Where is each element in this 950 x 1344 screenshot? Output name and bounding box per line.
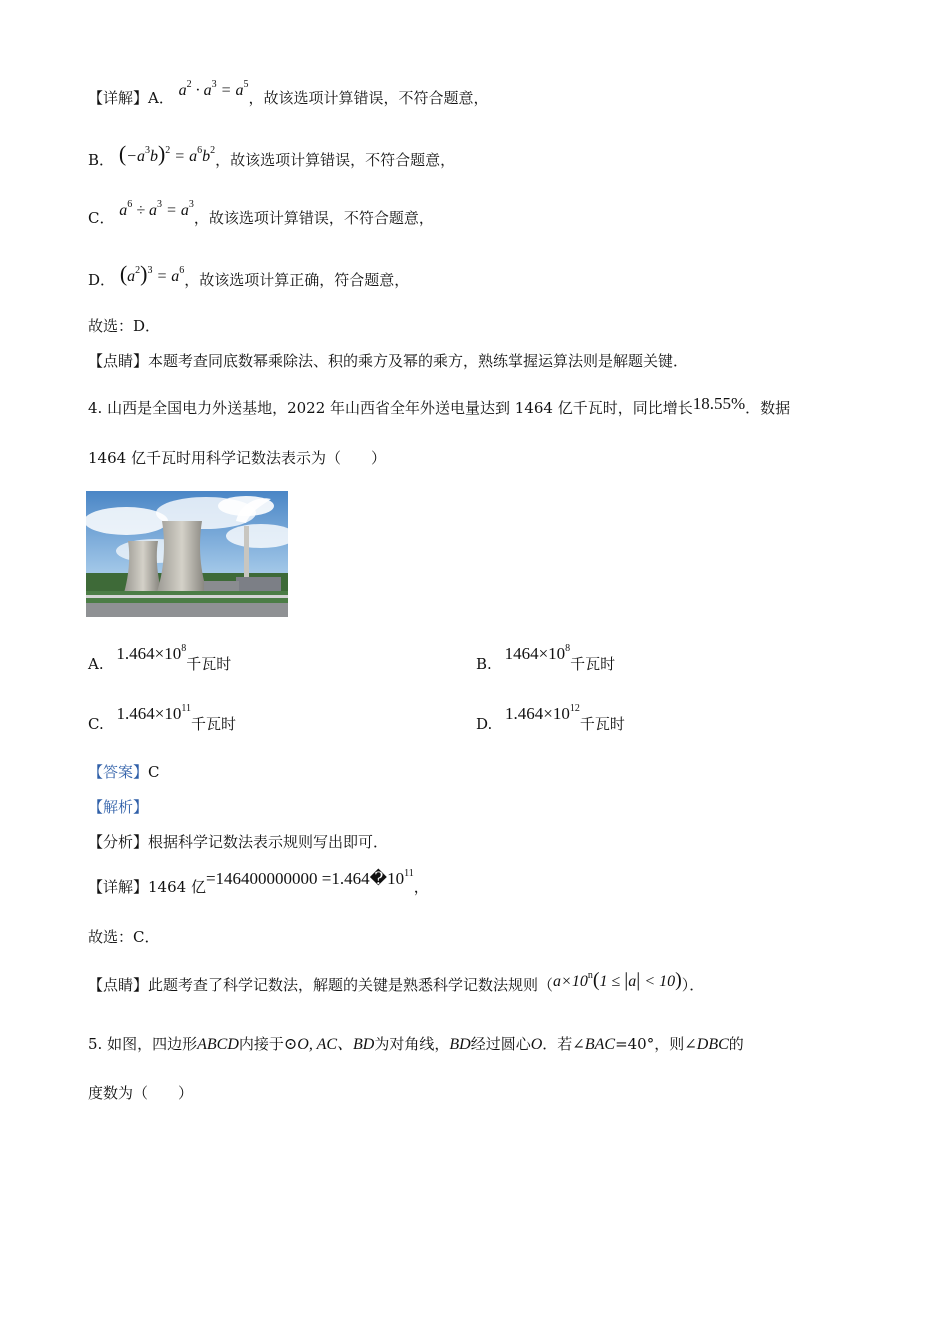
q4-stem-line2: 1464 亿千瓦时用科学记数法表示为（ ） — [88, 449, 386, 467]
q4-stem-line1: 4. 山西是全国电力外送基地，2022 年山西省全年外送电量达到 1464 亿千瓦时，同比增长18.55%．数据 — [88, 394, 791, 417]
q4-answer: 【答案】C — [88, 763, 160, 781]
q4-analysis-tag: 【解析】 — [88, 798, 149, 816]
formula-a: $a^2 \cdot a^3 = a^5$ — [178, 79, 249, 99]
q3-comment: 【点睛】本题考查同底数幂乘除法、积的乘方及幂的乘方，熟练掌握运算法则是解题关键． — [88, 352, 689, 370]
q4-detail: 【详解】1464 亿$=146400000000 =1.464�10^{11}$， — [88, 868, 429, 896]
q4-option-b: B. $1464\times 10^8$千瓦时 — [476, 643, 616, 673]
q4-option-d: D. $1.464\times 10^{12}$千瓦时 — [476, 703, 625, 733]
q4-option-a: A. $1.464\times 10^8$千瓦时 — [88, 643, 232, 673]
formula-c: $a^6 \div a^3 = a^3$ — [119, 199, 194, 219]
q4-choose: 故选：C． — [88, 928, 160, 946]
q3-detail-b: B． $(-a^3b)^2 = a^6b^2$，故该选项计算错误，不符合题意， — [88, 141, 456, 169]
power-plant-photo — [86, 491, 288, 617]
q5-stem-line2: 度数为（ ） — [88, 1084, 194, 1102]
q3-choose: 故选：D． — [88, 317, 161, 335]
q4-option-c: C. $1.464\times 10^{11}$千瓦时 — [88, 703, 236, 733]
formula-sci-notation: $a\times 10^n(1 \le |a| < 10)$ — [553, 969, 682, 991]
formula-d: $(a^2)^3 = a^6$ — [119, 261, 185, 286]
q4-comment: 【点睛】此题考查了科学记数法，解题的关键是熟悉科学记数法规则$(a\times 10^n(1 \le |a| < 10))$． — [88, 969, 705, 994]
q3-detail-d: D． $(a^2)^3 = a^6$，故该选项计算正确，符合题意， — [88, 261, 410, 289]
q3-detail-a: 【详解】A． $a^2 \cdot a^3 = a^5$，故该选项计算错误，不符合题意， — [88, 79, 489, 107]
formula-b: $(-a^3b)^2 = a^6b^2$ — [118, 141, 216, 166]
q3-detail-c: C． $a^6 \div a^3 = a^3$，故该选项计算错误，不符合题意， — [88, 199, 434, 227]
q5-stem-line1: 5. 如图，四边形ABCD内接于⊙O, AC、BD为对角线，BD经过圆心O．若∠BAC=40°，则∠DBC的 — [88, 1035, 744, 1053]
q4-fenxi: 【分析】根据科学记数法表示规则写出即可． — [88, 833, 389, 851]
